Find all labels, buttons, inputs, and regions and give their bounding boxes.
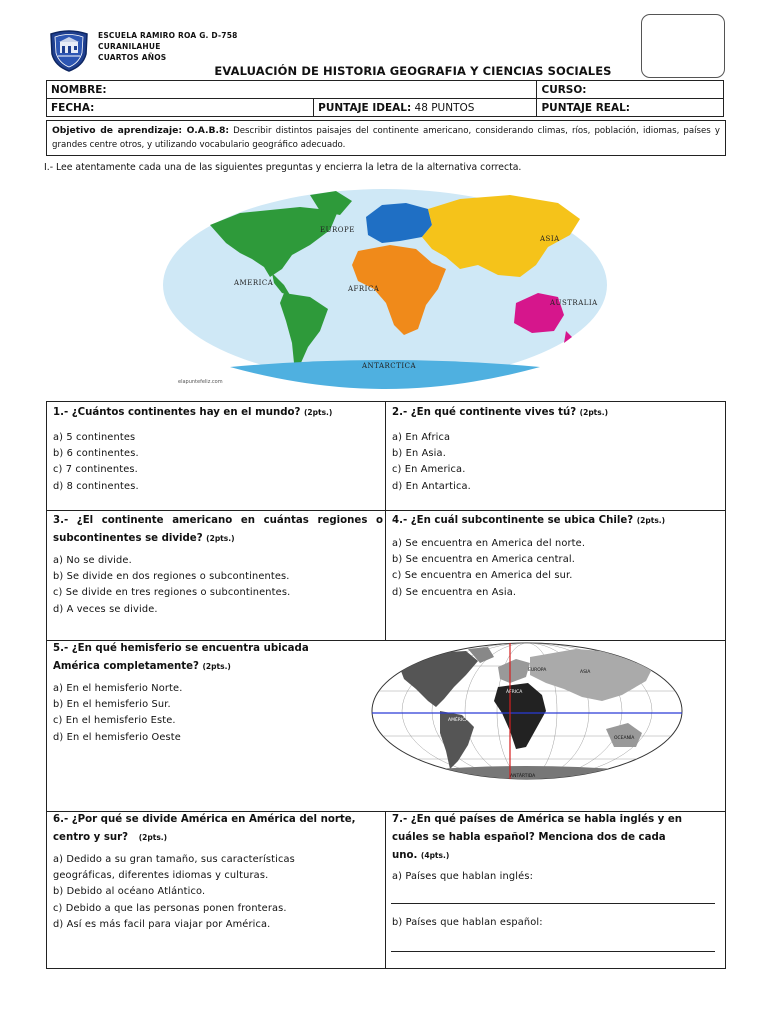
map2-label-africa: ÁFRICA xyxy=(506,690,523,695)
question-1-option-a[interactable]: a) 5 continentes xyxy=(53,432,136,443)
student-info-table xyxy=(46,80,724,117)
puntaje-ideal-label: PUNTAJE IDEAL: xyxy=(318,101,412,114)
question-7-title-line-2: cuáles se habla español? Menciona dos de cada xyxy=(392,832,666,843)
question-7-points: (4pts.) xyxy=(420,851,450,860)
question-2-option-a[interactable]: a) En Africa xyxy=(392,432,451,443)
question-7-title-line-3: uno. xyxy=(392,850,418,861)
question-7 xyxy=(392,811,718,931)
question-2-option-c[interactable]: c) En America. xyxy=(392,464,466,476)
question-1-points: (2pts.) xyxy=(303,408,333,417)
map1-label-australia: AUSTRALIA xyxy=(550,299,598,307)
question-3-points: (2pts.) xyxy=(206,534,235,543)
puntaje-real-label: PUNTAJE REAL: xyxy=(541,101,630,114)
question-6-points: (2pts.) xyxy=(138,833,168,842)
question-2 xyxy=(392,404,718,495)
nombre-label: NOMBRE: xyxy=(51,83,107,96)
question-7-title-line-1: 7.- ¿En qué países de América se habla inglés y en xyxy=(392,814,683,825)
question-6-option-a-cont: geográficas, diferentes idiomas y culturas. xyxy=(53,870,269,882)
question-5-option-a[interactable]: a) En el hemisferio Norte. xyxy=(53,683,183,694)
question-5-option-b[interactable]: b) En el hemisferio Sur. xyxy=(53,699,171,711)
page-title: EVALUACIÓN DE HISTORIA GEOGRAFIA Y CIENCIAS SOCIALES xyxy=(214,64,612,78)
question-7-english-label: a) Países que hablan inglés: xyxy=(392,871,534,882)
question-4-points: (2pts.) xyxy=(636,516,666,525)
map2-label-antartida: ANTÁRTIDA xyxy=(510,774,536,779)
map2-label-europa: EUROPA xyxy=(528,668,547,673)
question-1-option-d[interactable]: d) 8 continentes. xyxy=(53,480,139,492)
school-line-3: CUARTOS AÑOS xyxy=(98,53,167,62)
nombre-field[interactable] xyxy=(47,81,537,99)
question-6 xyxy=(53,811,383,933)
question-3 xyxy=(53,512,383,618)
map1-label-africa: AFRICA xyxy=(348,285,380,293)
question-4-option-b[interactable]: b) Se encuentra en America central. xyxy=(392,554,576,566)
school-name xyxy=(98,30,238,63)
question-6-option-b[interactable]: b) Debido al océano Atlántico. xyxy=(53,886,206,898)
question-2-title: 2.- ¿En qué continente vives tú? xyxy=(392,407,577,418)
question-3-option-b[interactable]: b) Se divide en dos regiones o subcontinentes. xyxy=(53,571,290,583)
puntaje-ideal-cell xyxy=(314,99,537,117)
question-3-title-line-1: 3.- ¿El continente americano en cuántas regiones o xyxy=(53,515,383,526)
question-3-option-d[interactable]: d) A veces se divide. xyxy=(53,603,158,615)
school-line-2: CURANILAHUE xyxy=(98,42,161,51)
question-1-option-c[interactable]: c) 7 continentes. xyxy=(53,464,138,476)
instruction-text: I.- Lee atentamente cada una de las siguientes preguntas y encierra la letra de la alternativa correcta. xyxy=(44,162,522,173)
objective-text: Describir distintos paisajes del continente americano, considerando climas, ríos, población, idiomas, países y grandes centre otros, y utilizando vocabulario geográfico adecuado. xyxy=(52,126,720,150)
question-3-option-a[interactable]: a) No se divide. xyxy=(53,555,132,566)
question-5 xyxy=(53,640,373,746)
question-2-points: (2pts.) xyxy=(579,408,609,417)
question-5-option-c[interactable]: c) En el hemisferio Este. xyxy=(53,715,176,727)
question-6-title-line-2: centro y sur? xyxy=(53,832,129,843)
question-5-points: (2pts.) xyxy=(202,662,231,671)
question-1 xyxy=(53,404,379,495)
map2-label-america: AMÉRICA xyxy=(448,718,469,723)
map1-label-europe: EUROPE xyxy=(320,226,355,234)
question-4 xyxy=(392,512,718,601)
map1-credit: elapuntefeliz.com xyxy=(178,379,223,385)
question-5-title-line-1: 5.- ¿En qué hemisferio se encuentra ubicada xyxy=(53,643,309,654)
objective-label: Objetivo de aprendizaje: O.A.B.8: xyxy=(52,125,230,136)
puntaje-ideal-value: 48 PUNTOS xyxy=(411,101,475,114)
map1-label-asia: ASIA xyxy=(540,235,560,243)
curso-label: CURSO: xyxy=(541,83,587,96)
question-4-option-c[interactable]: c) Se encuentra en America del sur. xyxy=(392,570,573,582)
question-5-option-d[interactable]: d) En el hemisferio Oeste xyxy=(53,731,181,743)
question-6-option-d[interactable]: d) Así es más facil para viajar por América. xyxy=(53,918,271,930)
map1-label-america: AMERICA xyxy=(234,279,274,287)
question-2-option-d[interactable]: d) En Antartica. xyxy=(392,480,471,492)
question-4-title: 4.- ¿En cuál subcontinente se ubica Chile? xyxy=(392,515,634,526)
question-1-option-b[interactable]: b) 6 continentes. xyxy=(53,448,139,460)
map2-label-asia: ASIA xyxy=(580,670,591,675)
question-1-title: 1.- ¿Cuántos continentes hay en el mundo? xyxy=(53,407,301,418)
question-4-option-a[interactable]: a) Se encuentra en America del norte. xyxy=(392,538,586,549)
map1-label-antarctica: ANTARCTICA xyxy=(362,362,416,370)
school-line-1: ESCUELA RAMIRO ROA G. D-758 xyxy=(98,31,238,40)
question-6-title-line-1: 6.- ¿Por qué se divide América en América del norte, xyxy=(53,814,356,825)
question-2-option-b[interactable]: b) En Asia. xyxy=(392,448,446,460)
puntaje-real-field[interactable] xyxy=(537,99,724,117)
question-6-option-c[interactable]: c) Debido a que las personas ponen fronteras. xyxy=(53,902,287,914)
continents-map xyxy=(160,185,610,390)
hemispheres-map xyxy=(370,641,685,781)
question-4-option-d[interactable]: d) Se encuentra en Asia. xyxy=(392,586,517,598)
question-5-title-line-2: América completamente? xyxy=(53,661,199,672)
spanish-answer-line[interactable] xyxy=(391,951,715,952)
question-3-option-c[interactable]: c) Se divide en tres regiones o subcontinentes. xyxy=(53,587,291,599)
fecha-field[interactable] xyxy=(47,99,314,117)
learning-objective xyxy=(46,120,726,156)
english-answer-line[interactable] xyxy=(391,903,715,904)
question-3-title-line-2: subcontinentes se divide? xyxy=(53,533,203,544)
question-6-option-a[interactable]: a) Dedido a su gran tamaño, sus características xyxy=(53,854,295,865)
map2-label-oceania: OCEANÍA xyxy=(614,736,635,741)
fecha-label: FECHA: xyxy=(51,101,95,114)
curso-field[interactable] xyxy=(537,81,724,99)
question-7-spanish-label: b) Países que hablan español: xyxy=(392,917,543,929)
